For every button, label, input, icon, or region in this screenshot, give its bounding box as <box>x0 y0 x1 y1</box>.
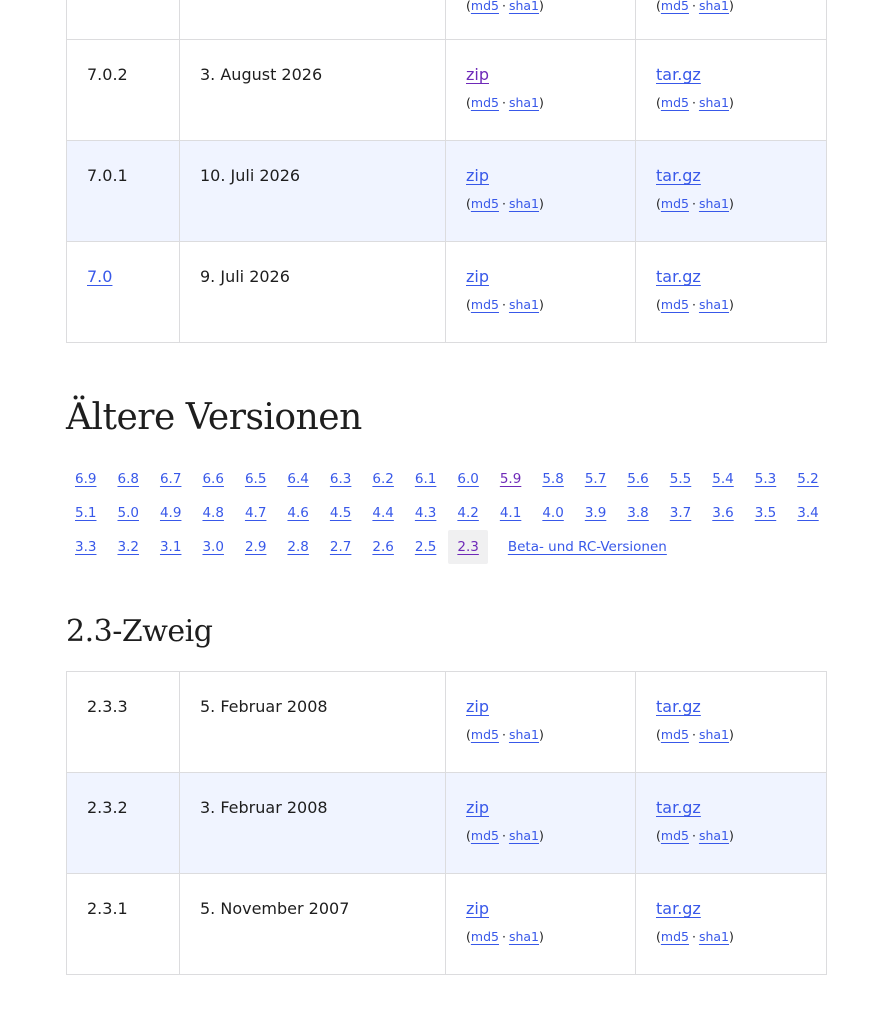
older-versions-list <box>66 462 826 564</box>
older-version-link[interactable]: 6.1 <box>414 471 437 487</box>
older-version-link[interactable]: 4.1 <box>499 505 522 521</box>
md5-link[interactable]: md5 <box>470 828 499 843</box>
older-version-link[interactable]: 6.5 <box>244 471 267 487</box>
hash-links: (md5 · sha1) <box>656 95 734 110</box>
version-number: 7.0.2 <box>87 65 128 84</box>
targz-download-link[interactable]: tar.gz <box>656 798 701 817</box>
older-version-link[interactable]: 2.5 <box>414 539 437 555</box>
sha1-link[interactable]: sha1 <box>698 297 730 312</box>
release-date: 9. Juli 2026 <box>200 267 290 286</box>
older-version-link[interactable]: 5.6 <box>627 471 649 487</box>
table-row <box>67 40 827 141</box>
sha1-link[interactable]: sha1 <box>698 727 730 742</box>
older-version-link[interactable]: 6.3 <box>329 471 352 487</box>
older-version-link[interactable]: 5.7 <box>584 471 607 487</box>
zip-download-link[interactable]: zip <box>466 65 489 84</box>
zip-download-link[interactable]: zip <box>466 899 489 918</box>
md5-link[interactable]: md5 <box>470 196 499 211</box>
sha1-link[interactable]: sha1 <box>508 929 540 944</box>
version-number: 2.3.3 <box>87 697 128 716</box>
older-versions-row <box>66 462 826 496</box>
hash-links: (md5 · sha1) <box>466 196 544 211</box>
hash-links: (md5 · sha1) <box>656 297 734 312</box>
sha1-link[interactable]: sha1 <box>508 196 540 211</box>
sha1-link[interactable]: sha1 <box>698 929 730 944</box>
md5-link[interactable]: md5 <box>470 727 499 742</box>
zip-download-link[interactable]: zip <box>466 166 489 185</box>
older-version-link[interactable]: 2.3 <box>448 530 487 564</box>
hash-links: (md5 · sha1) <box>656 196 734 211</box>
md5-link[interactable]: md5 <box>470 95 499 110</box>
releases-table-7-0 <box>66 0 827 343</box>
older-version-link[interactable]: 4.2 <box>457 505 479 521</box>
older-version-link[interactable]: 6.9 <box>75 471 97 487</box>
md5-link[interactable]: md5 <box>660 297 689 312</box>
older-version-link[interactable]: 6.7 <box>159 471 182 487</box>
older-version-link[interactable]: 5.8 <box>542 471 564 487</box>
sha1-link[interactable]: sha1 <box>508 0 540 13</box>
release-date: 10. Juli 2026 <box>200 166 301 185</box>
md5-link[interactable]: md5 <box>660 929 689 944</box>
older-version-link[interactable]: 2.8 <box>287 539 309 555</box>
md5-link[interactable]: md5 <box>660 0 689 13</box>
table-row <box>67 874 827 975</box>
older-version-link[interactable]: 4.8 <box>202 505 224 521</box>
table-row <box>67 672 827 773</box>
sha1-link[interactable]: sha1 <box>508 297 540 312</box>
older-version-link[interactable]: 5.9 <box>499 471 522 487</box>
older-version-link[interactable]: 3.7 <box>669 505 692 521</box>
sha1-link[interactable]: sha1 <box>698 196 730 211</box>
older-version-link[interactable]: 4.4 <box>372 505 394 521</box>
md5-link[interactable]: md5 <box>470 297 499 312</box>
branch-heading: 2.3-Zweig <box>66 614 213 649</box>
hash-links: (md5 · sha1) <box>466 0 544 13</box>
sha1-link[interactable]: sha1 <box>508 828 540 843</box>
targz-cell <box>636 0 827 40</box>
releases-table-2-3 <box>66 671 827 975</box>
older-version-link[interactable]: 5.1 <box>75 505 97 521</box>
table-row <box>67 0 827 40</box>
older-version-link[interactable]: 4.5 <box>329 505 352 521</box>
hash-links: (md5 · sha1) <box>656 0 734 13</box>
sha1-link[interactable]: sha1 <box>508 727 540 742</box>
older-version-link[interactable]: 3.0 <box>202 539 224 555</box>
hash-links: (md5 · sha1) <box>466 727 544 742</box>
zip-download-link[interactable]: zip <box>466 267 489 286</box>
version-cell <box>67 0 180 40</box>
hash-links: (md5 · sha1) <box>466 929 544 944</box>
older-version-link[interactable]: 6.0 <box>457 471 479 487</box>
targz-download-link[interactable]: tar.gz <box>656 65 701 84</box>
version-link[interactable]: 7.0 <box>87 267 113 286</box>
older-version-link[interactable]: 4.9 <box>159 505 182 521</box>
table-row <box>67 773 827 874</box>
older-version-link[interactable]: 5.2 <box>797 471 819 487</box>
table-row <box>67 141 827 242</box>
version-number: 2.3.2 <box>87 798 128 817</box>
older-version-link[interactable]: 2.9 <box>244 539 267 555</box>
older-version-link[interactable]: 3.6 <box>712 505 734 521</box>
older-version-link[interactable]: 3.3 <box>75 539 97 555</box>
older-version-link[interactable]: 6.4 <box>287 471 309 487</box>
md5-link[interactable]: md5 <box>470 0 499 13</box>
targz-download-link[interactable]: tar.gz <box>656 166 701 185</box>
older-version-link[interactable]: 4.0 <box>542 505 564 521</box>
zip-download-link[interactable]: zip <box>466 697 489 716</box>
release-date: 3. Februar 2008 <box>200 798 328 817</box>
targz-download-link[interactable]: tar.gz <box>656 267 701 286</box>
sha1-link[interactable]: sha1 <box>508 95 540 110</box>
older-version-link[interactable]: 4.3 <box>414 505 437 521</box>
release-date: 5. November 2007 <box>200 899 350 918</box>
release-date: 3. August 2026 <box>200 65 323 84</box>
md5-link[interactable]: md5 <box>470 929 499 944</box>
sha1-link[interactable]: sha1 <box>698 95 730 110</box>
zip-download-link[interactable]: zip <box>466 798 489 817</box>
older-version-link[interactable]: 2.7 <box>329 539 352 555</box>
hash-links: (md5 · sha1) <box>656 828 734 843</box>
version-number: 7.0.1 <box>87 166 128 185</box>
release-date: 5. Februar 2008 <box>200 697 328 716</box>
older-version-link[interactable]: 3.5 <box>754 505 777 521</box>
older-version-link[interactable]: 5.5 <box>669 471 692 487</box>
beta-rc-versions-link[interactable]: Beta- und RC-Versionen <box>507 539 667 555</box>
older-version-link[interactable]: 5.4 <box>712 471 734 487</box>
older-version-link[interactable]: 4.7 <box>244 505 267 521</box>
hash-links: (md5 · sha1) <box>466 297 544 312</box>
hash-links: (md5 · sha1) <box>656 727 734 742</box>
older-version-link[interactable]: 6.6 <box>202 471 224 487</box>
md5-link[interactable]: md5 <box>660 95 689 110</box>
table-row <box>67 242 827 343</box>
version-number: 2.3.1 <box>87 899 128 918</box>
date-cell <box>180 0 446 40</box>
older-version-link[interactable]: 3.8 <box>627 505 649 521</box>
md5-link[interactable]: md5 <box>660 727 689 742</box>
older-version-link[interactable]: 5.3 <box>754 471 777 487</box>
hash-links: (md5 · sha1) <box>656 929 734 944</box>
older-version-link[interactable]: 6.8 <box>117 471 139 487</box>
hash-links: (md5 · sha1) <box>466 95 544 110</box>
older-version-link[interactable]: 3.1 <box>159 539 182 555</box>
older-version-link[interactable]: 3.9 <box>584 505 607 521</box>
md5-link[interactable]: md5 <box>660 828 689 843</box>
older-versions-row <box>66 496 826 530</box>
older-version-link[interactable]: 2.6 <box>372 539 394 555</box>
zip-cell <box>446 0 636 40</box>
sha1-link[interactable]: sha1 <box>698 828 730 843</box>
targz-download-link[interactable]: tar.gz <box>656 899 701 918</box>
older-version-link[interactable]: 4.6 <box>287 505 309 521</box>
hash-links: (md5 · sha1) <box>466 828 544 843</box>
older-version-link[interactable]: 3.4 <box>797 505 819 521</box>
older-version-link[interactable]: 3.2 <box>117 539 139 555</box>
older-version-link[interactable]: 5.0 <box>117 505 139 521</box>
older-versions-heading: Ältere Versionen <box>66 397 362 438</box>
targz-download-link[interactable]: tar.gz <box>656 697 701 716</box>
md5-link[interactable]: md5 <box>660 196 689 211</box>
older-versions-row <box>66 530 826 564</box>
older-version-link[interactable]: 6.2 <box>372 471 394 487</box>
sha1-link[interactable]: sha1 <box>698 0 730 13</box>
